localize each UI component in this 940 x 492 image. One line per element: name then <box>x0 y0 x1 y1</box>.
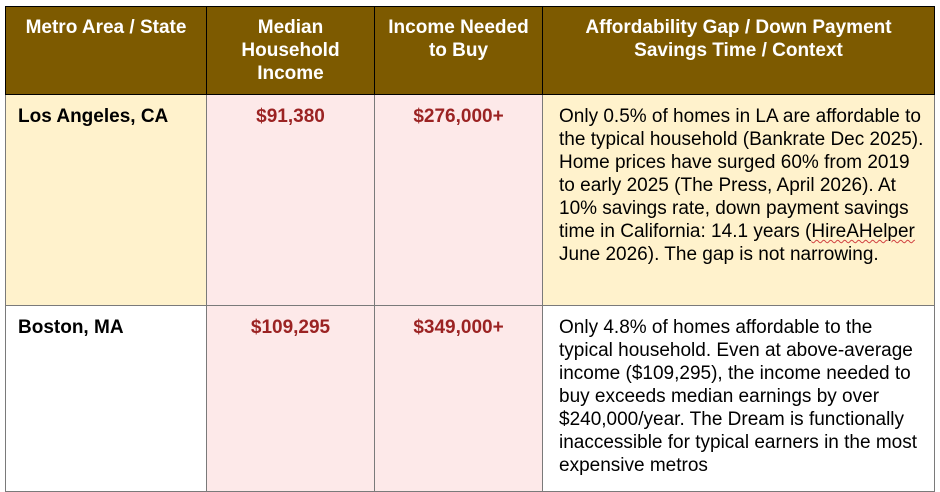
context-text-end: June 2026). The gap is not narrowing. <box>559 244 879 265</box>
table-container <box>5 6 935 492</box>
median-income-cell: $109,295 <box>207 306 375 492</box>
header-context: Affordability Gap / Down Payment Savings Time / Context <box>543 7 935 95</box>
context-cell: Only 4.8% of homes affordable to the typical household. Even at above-average income ($109,295), the income needed to buy exceeds median earnings by over $240,000/year. The Dream is functionally inaccessible for typical earners in the most expensive metros <box>543 306 935 492</box>
header-metro-area: Metro Area / State <box>6 7 207 95</box>
affordability-table <box>5 6 935 492</box>
table-row <box>6 95 935 306</box>
table-row <box>6 306 935 492</box>
median-income-cell: $91,380 <box>207 95 375 306</box>
context-cell <box>543 95 935 306</box>
metro-cell: Boston, MA <box>6 306 207 492</box>
header-income-needed: Income Needed to Buy <box>375 7 543 95</box>
income-needed-cell: $276,000+ <box>375 95 543 306</box>
metro-cell: Los Angeles, CA <box>6 95 207 306</box>
header-median-income: Median Household Income <box>207 7 375 95</box>
table-header-row <box>6 7 935 95</box>
context-text: Only 0.5% of homes in LA are affordable to the typical household (Bankrate Dec 2025). Home prices have surged 60% from 2019 to early 2025 (The Press, April 2026). At 10% savings rate, down payment savings time in California: 14.1 years ( <box>559 106 924 242</box>
income-needed-cell: $349,000+ <box>375 306 543 492</box>
spellcheck-flagged-word: HireAHelper <box>811 221 915 242</box>
